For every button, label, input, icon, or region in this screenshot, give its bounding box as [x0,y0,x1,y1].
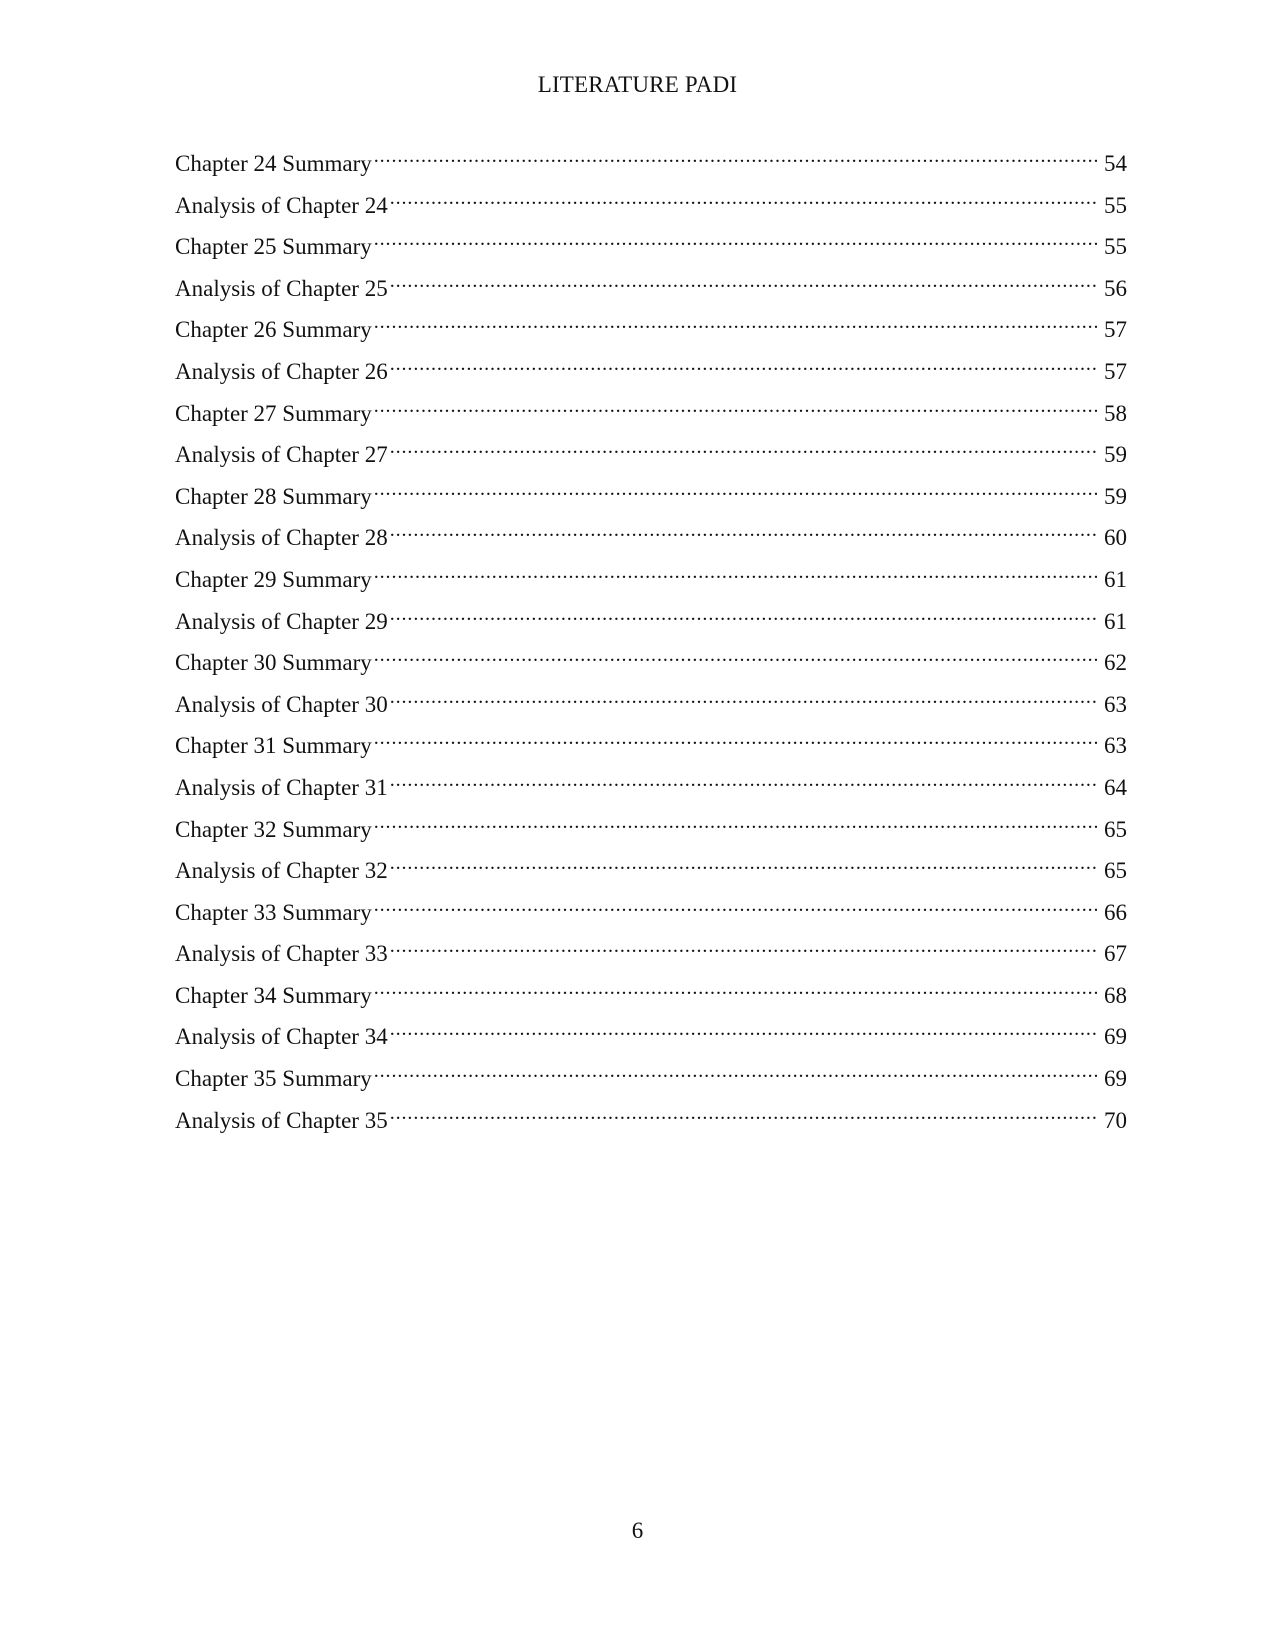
dot-leader [390,185,1097,213]
toc-entry[interactable] [175,309,1127,351]
toc-entry[interactable] [175,185,1127,227]
dot-leader [390,1100,1097,1128]
toc-entry-page: 58 [1104,400,1127,426]
toc-entry[interactable] [175,725,1127,767]
toc-entry-title: Analysis of Chapter 30 [175,691,388,717]
toc-entry[interactable] [175,933,1127,975]
page-number: 6 [631,1518,644,1543]
dot-leader [374,1058,1097,1086]
dot-leader [374,725,1097,753]
toc-entry[interactable] [175,767,1127,809]
toc-entry-title: Chapter 27 Summary [175,400,372,426]
dot-leader [390,1016,1097,1044]
dot-leader [374,975,1097,1003]
toc-entry-page: 66 [1104,899,1127,925]
dot-leader [390,684,1097,712]
toc-entry-page: 63 [1104,691,1127,717]
dot-leader [390,601,1097,629]
toc-entry-title: Chapter 25 Summary [175,234,372,260]
toc-entry-title: Analysis of Chapter 31 [175,774,388,800]
toc-entry[interactable] [175,351,1127,393]
toc-entry-page: 68 [1104,982,1127,1008]
toc-entry[interactable] [175,226,1127,268]
toc-entry[interactable] [175,143,1127,185]
toc-entry-page: 70 [1104,1107,1127,1133]
toc-entry-title: Chapter 34 Summary [175,982,372,1008]
dot-leader [390,434,1097,462]
toc-entry-page: 62 [1104,650,1127,676]
toc-entry[interactable] [175,559,1127,601]
toc-entry-title: Analysis of Chapter 29 [175,608,388,634]
toc-entry-page: 67 [1104,941,1127,967]
toc-entry[interactable] [175,601,1127,643]
toc-entry-title: Analysis of Chapter 32 [175,858,388,884]
dot-leader [374,559,1097,587]
toc-entry[interactable] [175,809,1127,851]
toc-entry[interactable] [175,268,1127,310]
toc-entry[interactable] [175,684,1127,726]
toc-entry[interactable] [175,476,1127,518]
toc-entry[interactable] [175,642,1127,684]
toc-entry-title: Analysis of Chapter 26 [175,358,388,384]
toc-entry-page: 65 [1104,858,1127,884]
toc-entry[interactable] [175,434,1127,476]
table-of-contents [175,143,1127,1141]
toc-entry-title: Chapter 28 Summary [175,483,372,509]
toc-entry-title: Chapter 26 Summary [175,317,372,343]
toc-entry-title: Chapter 35 Summary [175,1066,372,1092]
toc-entry-page: 61 [1104,608,1127,634]
dot-leader [390,351,1097,379]
dot-leader [390,850,1097,878]
toc-entry-title: Analysis of Chapter 34 [175,1024,388,1050]
dot-leader [374,143,1097,171]
toc-entry-title: Chapter 32 Summary [175,816,372,842]
toc-entry-page: 59 [1104,483,1127,509]
dot-leader [374,892,1097,920]
dot-leader [390,767,1097,795]
toc-entry-page: 57 [1104,358,1127,384]
toc-entry[interactable] [175,850,1127,892]
toc-entry-page: 59 [1104,442,1127,468]
dot-leader [374,642,1097,670]
toc-entry-title: Chapter 30 Summary [175,650,372,676]
dot-leader [374,309,1097,337]
toc-entry-page: 61 [1104,566,1127,592]
toc-entry-title: Chapter 31 Summary [175,733,372,759]
toc-entry-title: Analysis of Chapter 28 [175,525,388,551]
dot-leader [374,226,1097,254]
dot-leader [374,809,1097,837]
dot-leader [390,933,1097,961]
toc-entry[interactable] [175,1016,1127,1058]
toc-entry[interactable] [175,892,1127,934]
toc-entry-title: Chapter 24 Summary [175,151,372,176]
toc-entry-page: 60 [1104,525,1127,551]
toc-entry-page: 63 [1104,733,1127,759]
running-header: LITERATURE PADI [537,72,738,97]
dot-leader [390,517,1097,545]
toc-entry[interactable] [175,1058,1127,1100]
toc-entry-page: 65 [1104,816,1127,842]
toc-entry[interactable] [175,975,1127,1017]
dot-leader [374,393,1097,421]
toc-entry-page: 56 [1104,275,1127,301]
dot-leader [390,268,1097,296]
toc-entry-page: 57 [1104,317,1127,343]
toc-entry[interactable] [175,517,1127,559]
toc-entry-title: Analysis of Chapter 25 [175,275,388,301]
toc-entry-title: Analysis of Chapter 33 [175,941,388,967]
toc-entry-page: 55 [1104,192,1127,218]
toc-entry-page: 69 [1104,1024,1127,1050]
toc-entry-page: 64 [1104,774,1127,800]
toc-entry-page: 55 [1104,234,1127,260]
dot-leader [374,476,1097,504]
toc-entry-title: Chapter 29 Summary [175,566,372,592]
toc-entry-page: 54 [1104,151,1127,176]
toc-entry-title: Analysis of Chapter 35 [175,1107,388,1133]
toc-entry[interactable] [175,393,1127,435]
toc-entry[interactable] [175,1100,1127,1142]
toc-entry-title: Chapter 33 Summary [175,899,372,925]
toc-entry-page: 69 [1104,1066,1127,1092]
toc-entry-title: Analysis of Chapter 24 [175,192,388,218]
toc-entry-title: Analysis of Chapter 27 [175,442,388,468]
